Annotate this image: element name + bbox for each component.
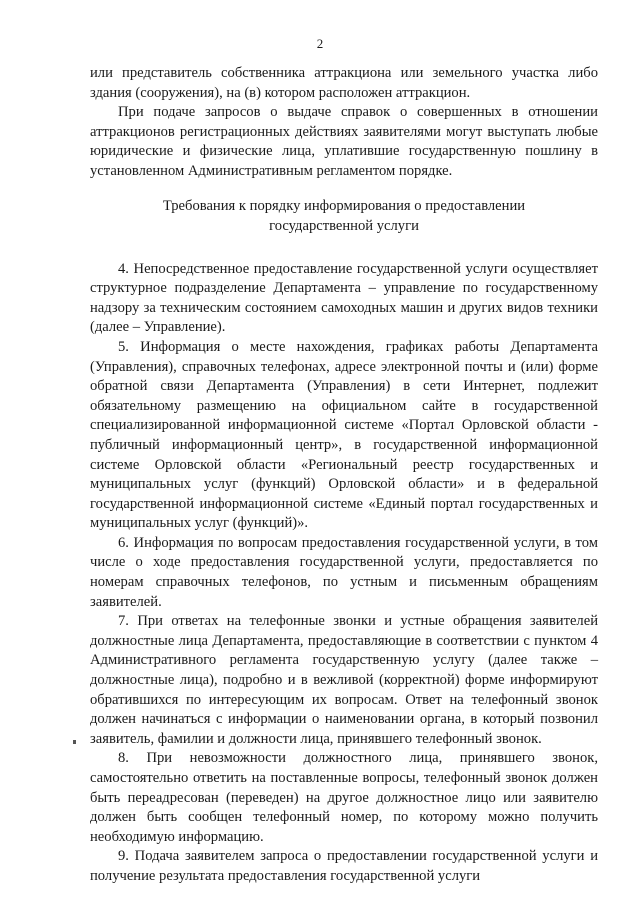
paragraph-7: 7. При ответах на телефонные звонки и устные обращения заявителей должностные лица Департамента, предоставляющие в соответствии с пунктом 4 Административного регламента государственную услугу (далее также – должностные лица), подробно и в вежливой (корректной) форме информируют обратившихся по интересующим их вопросам. Ответ на телефонный звонок должен начинаться с информации о наименовании органа, в который позвонил заявитель, фамилии и должности лица, принявшего телефонный звонок. xyxy=(90,613,598,747)
intro-paragraph-certificates: При подаче запросов о выдаче справок о совершенных в отношении аттракционов регистрационных действиях заявителями могут выступать любые юридические и физические лица, уплатившие государственную пошлину в установленном Административным регламентом порядке. xyxy=(90,104,598,179)
scan-artifact-dot xyxy=(73,740,76,744)
section-heading-line-1: Требования к порядку информирования о предоставлении xyxy=(162,197,526,214)
page-number: 2 xyxy=(316,36,324,51)
section-heading xyxy=(90,196,598,236)
paragraph-4: 4. Непосредственное предоставление государственной услуги осуществляет структурное подразделение Департамента – управление по государственному надзору за техническим состоянием самоходных машин и других видов техники (далее – Управление). xyxy=(90,260,598,336)
paragraph-9: 9. Подача заявителем запроса о предоставлении государственной услуги и получение результата предоставления государственной услуги xyxy=(90,848,598,884)
paragraph-6: 6. Информация по вопросам предоставления государственной услуги, в том числе о ходе предоставления государственной услуги, предоставляется по номерам справочных телефонов, по устным и письменным обращениям заявителей. xyxy=(90,534,598,610)
intro-paragraph-continuation: или представитель собственника аттракциона или земельного участка либо здания (сооружения), на (в) котором расположен аттракцион. xyxy=(90,65,598,101)
document-body xyxy=(90,64,598,887)
paragraph-5: 5. Информация о месте нахождения, графиках работы Департамента (Управления), справочных телефонах, адресе электронной почты и (или) форме обратной связи Департамента (Управления) в сети Интернет, подлежит обязательному размещению на официальном сайте в государственной специализированной информационной системе «Портал Орловской области - публичный информационный центр», в государственной информационной системе Орловской области «Региональный реестр государственных и муниципальных услуг (функций) Орловской области» и в федеральной государственной информационной системе «Единый портал государственных и муниципальных услуг (функций)». xyxy=(90,338,598,532)
section-heading-line-2: государственной услуги xyxy=(269,217,419,234)
paragraph-8: 8. При невозможности должностного лица, принявшего звонок, самостоятельно ответить на поставленные вопросы, телефонный звонок должен быть переадресован (переведен) на другое должностное лицо или заявителю должен быть сообщен телефонный номер, по которому можно получить необходимую информацию. xyxy=(90,750,598,845)
